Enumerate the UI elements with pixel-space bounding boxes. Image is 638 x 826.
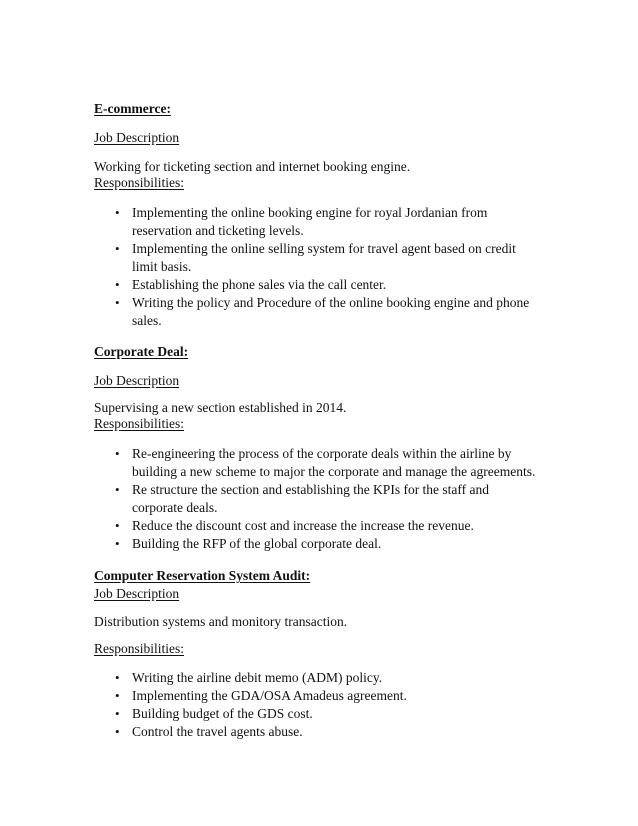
bullet-icon: •: [115, 277, 120, 292]
list-item-text: Re-engineering the process of the corporate deals within the airline by building a new scheme to major the corporate and manage the agreements.: [132, 446, 536, 479]
job-description-label: Job Description: [94, 130, 180, 145]
bullet-icon: •: [115, 446, 120, 461]
bullet-icon: •: [115, 518, 120, 533]
bullet-icon: •: [115, 295, 120, 310]
bullet-icon: •: [115, 670, 120, 685]
list-item-text: Implementing the online selling system for travel agent based on credit limit basis.: [132, 241, 516, 274]
job-description-text: Working for ticketing section and internet booking engine.: [94, 159, 411, 174]
list-item-text: Implementing the online booking engine for royal Jordanian from reservation and ticketing levels.: [132, 205, 488, 238]
job-description-label: Job Description: [94, 373, 180, 388]
list-item-text: Writing the airline debit memo (ADM) policy.: [132, 670, 383, 685]
section-heading-corporate-deal: Corporate Deal:: [94, 344, 189, 359]
responsibilities-label: Responsibilities:: [94, 641, 185, 656]
list-item-text: Building budget of the GDS cost.: [132, 706, 313, 721]
job-description-text: Supervising a new section established in 2014.: [94, 400, 347, 415]
list-item-text: Control the travel agents abuse.: [132, 724, 303, 739]
bullet-icon: •: [115, 482, 120, 497]
bullet-icon: •: [115, 724, 120, 739]
list-item-text: Re structure the section and establishing the KPIs for the staff and corporate deals.: [132, 482, 490, 515]
bullet-icon: •: [115, 536, 120, 551]
list-item-text: Building the RFP of the global corporate deal.: [132, 536, 382, 551]
bullet-icon: •: [115, 688, 120, 703]
responsibilities-label: Responsibilities:: [94, 175, 185, 190]
list-item-text: Reduce the discount cost and increase the increase the revenue.: [132, 518, 474, 533]
list-item-text: Writing the policy and Procedure of the online booking engine and phone sales.: [132, 295, 530, 328]
list-item-text: Implementing the GDA/OSA Amadeus agreement.: [132, 688, 407, 703]
bullet-icon: •: [115, 706, 120, 721]
bullet-icon: •: [115, 205, 120, 220]
list-item-text: Establishing the phone sales via the call center.: [132, 277, 387, 292]
section-heading-crs-audit: Computer Reservation System Audit:: [94, 568, 311, 583]
section-heading-ecommerce: E-commerce:: [94, 101, 171, 116]
bullet-icon: •: [115, 241, 120, 256]
job-description-text: Distribution systems and monitory transaction.: [94, 614, 348, 629]
job-description-label: Job Description: [94, 586, 180, 601]
responsibilities-label: Responsibilities:: [94, 416, 185, 431]
